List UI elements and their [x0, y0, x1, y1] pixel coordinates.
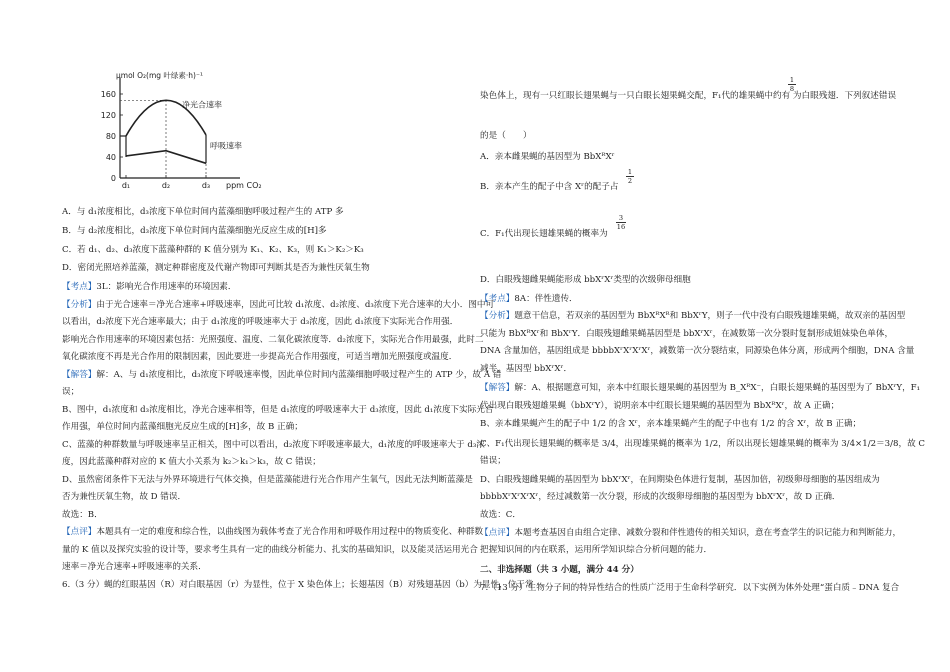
left-text-line: B、图中，d₁浓度和 d₃浓度相比，净光合速率相等，但是 d₁浓度的呼吸速率大于 d₃浓度，因此 d₁浓度下实际光合 — [62, 405, 494, 415]
fraction-numerator: 3 — [616, 214, 626, 223]
right-text-line: 7.（13 分）生物分子间的特异性结合的性质广泛用于生命科学研究．以下实例为体外处理“蛋白质﹣DNA 复合 — [480, 583, 900, 593]
fraction-numerator: 1 — [627, 168, 633, 176]
right-text-line: 【解答】解：A、根据题意可知，亲本中红眼长翅果蝇的基因型为 B_XᴿX⁻，白眼长翅果蝇的基因型为了 BbXʳY，F₁ — [480, 383, 921, 393]
left-text-line: 误； — [62, 387, 80, 397]
rate-chart-svg — [84, 68, 284, 193]
left-text-line: 影响光合作用速率的环境因素包括：光照强度、温度、二氧化碳浓度等．d₂浓度下，实际光合作用最强，此时二 — [62, 335, 484, 345]
right-text-line: 的是（ ） — [480, 131, 532, 141]
left-text-line: D．密闭光照培养蓝藻，测定种群密度及代谢产物即可判断其是否为兼性厌氧生物 — [62, 263, 370, 273]
resp-rate-label: 呼吸速率 — [210, 141, 242, 151]
net-rate-label: 净光合速率 — [182, 100, 222, 110]
right-text-line: 减半，基因型 bbXʳXʳ． — [480, 364, 573, 374]
section-tag: 【点评】 — [62, 527, 97, 537]
right-text-line: 二、非选择题（共 3 小题，满分 44 分） — [480, 565, 639, 575]
left-text-line: 否为兼性厌氧生物，故 D 错误． — [62, 492, 187, 502]
left-text-line: 故选：B． — [62, 510, 103, 520]
x-unit-label: ppm CO₂ — [226, 181, 262, 190]
section-tag: 【分析】 — [480, 311, 515, 321]
right-text-line: 染色体上，现有一只红眼长翅果蝇与一只白眼长翅果蝇交配，F₁代的雄果蝇中约有 为白眼残翅．下列叙述错误 — [480, 91, 897, 101]
left-text-line: 6.（3 分）蝇的红眼基因（R）对白眼基因（r）为显性，位于 X 染色体上；长翅基因（B）对残翅基因（b）为显性，位于常 — [62, 580, 534, 590]
y-axis-label: μmol O₂(mg 叶绿素·h)⁻¹ — [116, 71, 203, 80]
fraction-three-sixteenths — [616, 214, 626, 231]
left-text-line: D、虽然密闭条件下无法与外界环境进行气体交换，但是蓝藻能进行光合作用产生氧气，因此无法判断蓝藻是 — [62, 475, 473, 485]
fraction-denominator: 8 — [789, 85, 795, 93]
left-text-line: 以看出，d₂浓度下光合速率最大；由于 d₁浓度的呼吸速率大于 d₃浓度，因此 d₁浓度下实际光合作用强． — [62, 317, 459, 327]
y-tick-label: 120 — [100, 111, 116, 120]
left-text-line: 作用强，单位时间内蓝藻细胞光反应生成的[H]多，故 B 正确； — [62, 422, 303, 432]
y-tick-label: 80 — [105, 132, 116, 141]
right-text-line: 【点评】本题考查基因自由组合定律、减数分裂和伴性遗传的相关知识，意在考查学生的识记能力和判断能力， — [480, 528, 902, 538]
right-text-line: 错误； — [480, 456, 506, 466]
x-tick-label: d₂ — [161, 181, 171, 190]
left-text-line: 【分析】由于光合速率＝净光合速率+呼吸速率，因此可比较 d₁浓度、d₂浓度、d₃浓度下光合速率的大小．图中可 — [62, 300, 495, 310]
y-tick-label: 0 — [110, 174, 116, 183]
section-tag: 【分析】 — [62, 300, 97, 310]
fraction-denominator: 16 — [616, 223, 626, 231]
right-text-line: A．亲本雌果蝇的基因型为 BbXᴿXʳ — [480, 152, 615, 162]
right-text-line: 【考点】8A：伴性遗传． — [480, 294, 578, 304]
right-text-line: C．F₁代出现长翅雄果蝇的概率为 — [480, 229, 608, 239]
right-text-line: B、亲本雌果蝇产生的配子中 1/2 的含 Xʳ，亲本雄果蝇产生的配子中也有 1/2 的含 Xʳ，故 B 正确； — [480, 419, 862, 429]
y-tick-label: 40 — [105, 153, 116, 162]
right-text-line: DNA 含量加倍，基因组成是 bbbbXʳXʳXʳXʳ，减数第一次分裂结束，同源染色体分离，形成两个细胞，DNA 含量 — [480, 346, 915, 356]
right-text-line: D、白眼残翅雌果蝇的基因型为 bbXʳXʳ，在间期染色体进行复制，基因加倍，初级卵母细胞的基因组成为 — [480, 475, 880, 485]
y-tick-label: 160 — [100, 90, 116, 99]
left-text-line: 【解答】解：A、与 d₁浓度相比，d₃浓度下呼吸速率慢，因此单位时间内蓝藻细胞呼吸过程产生的 ATP 少，故 A 错 — [62, 370, 502, 380]
left-text-line: 度，因此蓝藻种群对应的 K 值大小关系为 k₂＞k₁＞k₃，故 C 错误； — [62, 457, 321, 467]
left-text-line: 速率＝净光合速率+呼吸速率的关系． — [62, 562, 207, 572]
right-text-line: B．亲本产生的配子中含 Xʳ的配子占 — [480, 182, 619, 192]
section-tag: 【考点】 — [480, 294, 515, 304]
x-tick-label: d₁ — [121, 181, 131, 190]
section-tag: 【解答】 — [62, 370, 97, 380]
left-text-line: 【考点】3L：影响光合作用速率的环境因素． — [62, 282, 237, 292]
left-text-line: A．与 d₁浓度相比，d₃浓度下单位时间内蓝藻细胞呼吸过程产生的 ATP 多 — [62, 207, 344, 217]
right-text-line: 【分析】题意干信息，若双亲的基因型为 BbXᴿXᴿ和 BbXʳY，则子一代中没有白眼残翅雄果蝇，故双亲的基因型 — [480, 311, 906, 321]
left-text-line: 量的 K 值以及探究实验的设计等，要求考生具有一定的曲线分析能力、扎实的基础知识，以及能灵活运用光合 — [62, 545, 478, 555]
left-text-line: 氧化碳浓度不再是光合作用的限制因素，因此要进一步提高光合作用强度，可适当增加光照强度或温度． — [62, 352, 458, 362]
right-text-line: 只能为 BbXᴿXʳ和 BbXʳY．白眼残翅雌果蝇基因型是 bbXʳXʳ，在减数第一次分裂时复制形成姐妹染色单体， — [480, 329, 894, 339]
fraction-denominator: 2 — [627, 177, 633, 185]
section-tag: 【考点】 — [62, 282, 97, 292]
right-text-line: D．白眼残翅雌果蝇能形成 bbXʳXʳ类型的次级卵母细胞 — [480, 275, 691, 285]
left-text-line: B．与 d₂浓度相比，d₃浓度下单位时间内蓝藻细胞光反应生成的[H]多 — [62, 226, 327, 236]
right-text-line: C、F₁代出现长翅果蝇的概率是 3/4，出现雄果蝇的概率为 1/2，所以出现长翅雄果蝇的概率为 3/4×1/2＝3/8，故 C — [480, 439, 925, 449]
section-tag: 【点评】 — [480, 528, 515, 538]
left-text-line: 【点评】本题具有一定的难度和综合性，以曲线图为载体考查了光合作用和呼吸作用过程中的物质变化、种群数 — [62, 527, 484, 537]
right-text-line: 把握知识间的内在联系，运用所学知识综合分析问题的能力． — [480, 545, 713, 555]
right-text-line: 代出现白眼残翅雄果蝇（bbXʳY），说明亲本中红眼长翅果蝇的基因型为 BbXᴿXʳ，故 A 正确； — [480, 401, 840, 411]
left-text-line: C．若 d₁、d₂、d₃浓度下蓝藻种群的 K 值分别为 K₁、K₂、K₃，则 K₁＞K₂＞K₃ — [62, 245, 364, 255]
rate-chart — [84, 68, 284, 193]
fraction-numerator: 1 — [789, 76, 795, 84]
section-tag: 【解答】 — [480, 383, 515, 393]
right-text-line: 故选：C． — [480, 510, 521, 520]
x-tick-label: d₃ — [201, 181, 211, 190]
left-text-line: C、蓝藻的种群数量与呼吸速率呈正相关，图中可以看出，d₂浓度下呼吸速率最大，d₁浓度的呼吸速率大于 d₃浓 — [62, 440, 485, 450]
right-text-line: bbbbXʳXʳXʳXʳ，经过减数第一次分裂，形成的次级卵母细胞的基因型为 bbXʳXʳ，故 D 正确． — [480, 492, 841, 502]
